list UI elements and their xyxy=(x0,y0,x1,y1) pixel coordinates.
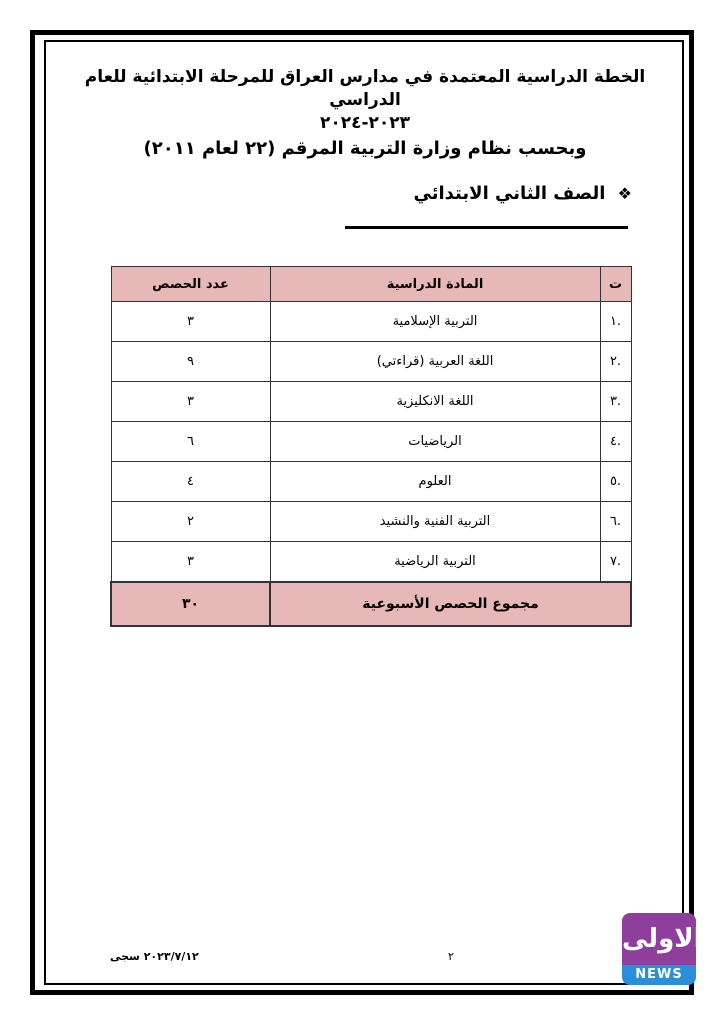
row-num: .٧ xyxy=(600,542,631,583)
row-count: ٢ xyxy=(111,502,270,542)
header-subject: المادة الدراسية xyxy=(270,267,600,302)
table-header-row xyxy=(111,267,631,302)
document-title xyxy=(60,66,670,160)
diamond-bullet-icon: ❖ xyxy=(617,184,632,203)
row-count: ٦ xyxy=(111,422,270,462)
grade-label: الصف الثاني الابتدائي xyxy=(413,183,606,204)
table-row xyxy=(111,302,631,342)
table-row xyxy=(111,342,631,382)
logo-text: الاولى xyxy=(622,913,696,965)
logo-news: NEWS xyxy=(622,965,696,985)
row-subject: الرياضيات xyxy=(270,422,600,462)
table-row xyxy=(111,382,631,422)
title-line1: الخطة الدراسية المعتمدة في مدارس العراق للمرحلة الابتدائية للعام الدراسي xyxy=(84,67,646,110)
row-num: .٥ xyxy=(600,462,631,502)
alula-news-logo xyxy=(622,913,703,985)
row-num: .٣ xyxy=(600,382,631,422)
row-count: ٣ xyxy=(111,542,270,583)
row-subject: اللغة الانكليزية xyxy=(270,382,600,422)
table-row xyxy=(111,542,631,583)
row-subject: التربية الإسلامية xyxy=(270,302,600,342)
table-row xyxy=(111,462,631,502)
grade-underline xyxy=(345,226,628,229)
row-num: .٦ xyxy=(600,502,631,542)
row-subject: العلوم xyxy=(270,462,600,502)
row-count: ٩ xyxy=(111,342,270,382)
row-subject: اللغة العربية (قراءتي) xyxy=(270,342,600,382)
row-count: ٣ xyxy=(111,302,270,342)
total-value: ٣٠ xyxy=(111,582,270,626)
row-num: .١ xyxy=(600,302,631,342)
row-num: .٢ xyxy=(600,342,631,382)
total-label: مجموع الحصص الأسبوعية xyxy=(270,582,631,626)
page-number: ٢ xyxy=(448,950,454,963)
row-num: .٤ xyxy=(600,422,631,462)
table-row xyxy=(111,502,631,542)
row-count: ٣ xyxy=(111,382,270,422)
row-subject: التربية الرياضية xyxy=(270,542,600,583)
header-num: ت xyxy=(600,267,631,302)
footer-date: ٢٠٢٣/٧/١٢ سجى xyxy=(110,950,199,963)
title-years: ٢٠٢٣-٢٠٢٤ xyxy=(319,113,411,133)
title-line2: وبحسب نظام وزارة التربية المرقم (٢٢ لعام ٢٠١١) xyxy=(143,138,587,159)
header-count: عدد الحصص xyxy=(111,267,270,302)
row-count: ٤ xyxy=(111,462,270,502)
row-subject: التربية الفنية والنشيد xyxy=(270,502,600,542)
study-plan-table xyxy=(110,266,632,627)
grade-heading xyxy=(414,183,632,204)
table-total-row xyxy=(111,582,631,626)
table-row xyxy=(111,422,631,462)
